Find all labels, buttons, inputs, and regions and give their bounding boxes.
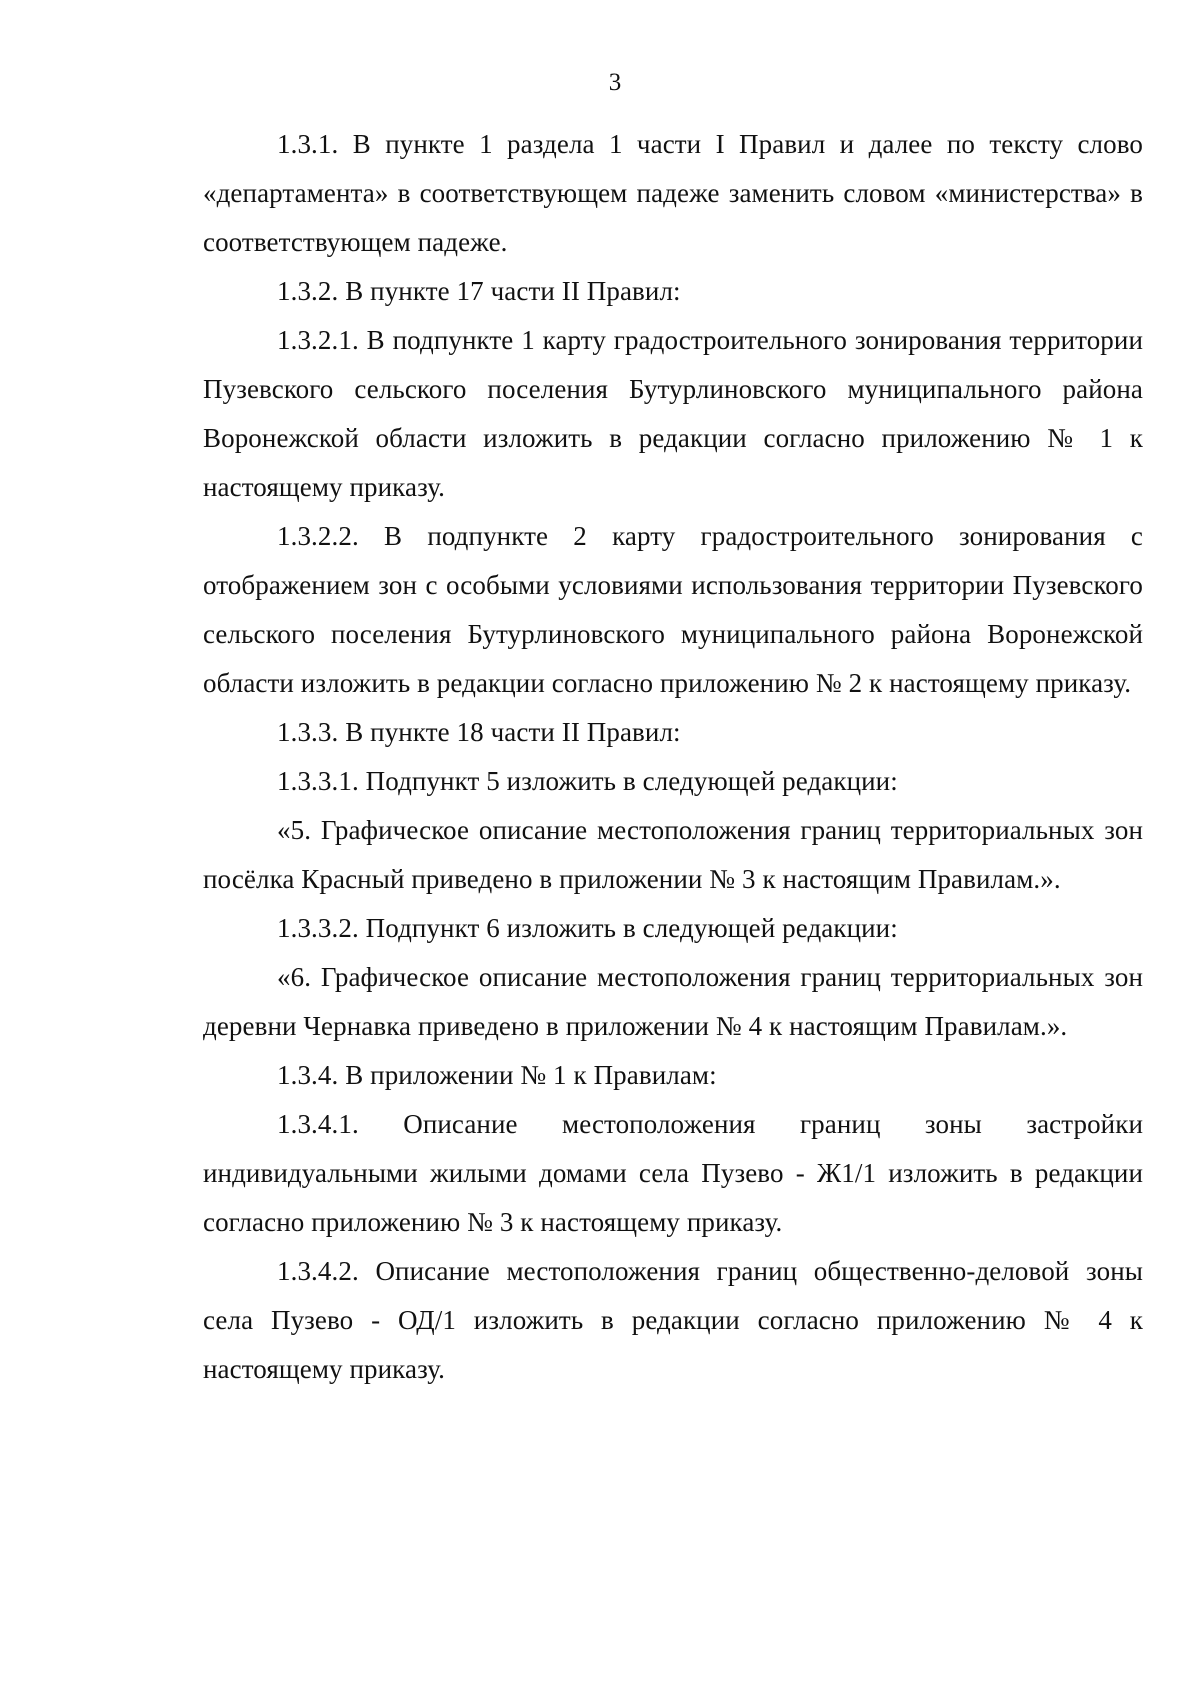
paragraph-1-3-1: 1.3.1. В пункте 1 раздела 1 части I Правил и далее по тексту слово «департамента» в соответствующем падеже заменить словом «министерства» в соответствующем падеже.	[203, 129, 1143, 257]
paragraph-1-3-4: 1.3.4. В приложении № 1 к Правилам:	[277, 1060, 717, 1090]
page-number: 3	[608, 69, 622, 96]
paragraph-1-3-3-2: 1.3.3.2. Подпункт 6 изложить в следующей редакции:	[277, 913, 898, 943]
paragraph-1-3-2-2: 1.3.2.2. В подпункте 2 карту градостроительного зонирования с отображением зон с особыми условиями использования территории Пузевского сельского поселения Бутурлиновского муниципального района Воронежской области изложить в редакции согласно приложению № 2 к настоящему приказу.	[203, 521, 1143, 698]
paragraph-1-3-4-2: 1.3.4.2. Описание местоположения границ общественно-деловой зоны села Пузево - ОД/1 изложить в редакции согласно приложению № 4 к настоящему приказу.	[203, 1256, 1143, 1384]
paragraph-1-3-2: 1.3.2. В пункте 17 части II Правил:	[277, 276, 681, 306]
paragraph-1-3-3-1: 1.3.3.1. Подпункт 5 изложить в следующей редакции:	[277, 766, 898, 796]
quote-subitem-5: «5. Графическое описание местоположения границ территориальных зон посёлка Красный приведено в приложении № 3 к настоящим Правилам.».	[203, 815, 1143, 894]
document-body	[203, 120, 1143, 1394]
paragraph-1-3-3: 1.3.3. В пункте 18 части II Правил:	[277, 717, 681, 747]
quote-subitem-6: «6. Графическое описание местоположения границ территориальных зон деревни Чернавка приведено в приложении № 4 к настоящим Правилам.».	[203, 962, 1143, 1041]
paragraph-1-3-4-1: 1.3.4.1. Описание местоположения границ зоны застройки индивидуальными жилыми домами села Пузево - Ж1/1 изложить в редакции согласно приложению № 3 к настоящему приказу.	[203, 1109, 1143, 1237]
paragraph-1-3-2-1: 1.3.2.1. В подпункте 1 карту градостроительного зонирования территории Пузевского сельского поселения Бутурлиновского муниципального района Воронежской области изложить в редакции согласно приложению № 1 к настоящему приказу.	[203, 325, 1143, 502]
